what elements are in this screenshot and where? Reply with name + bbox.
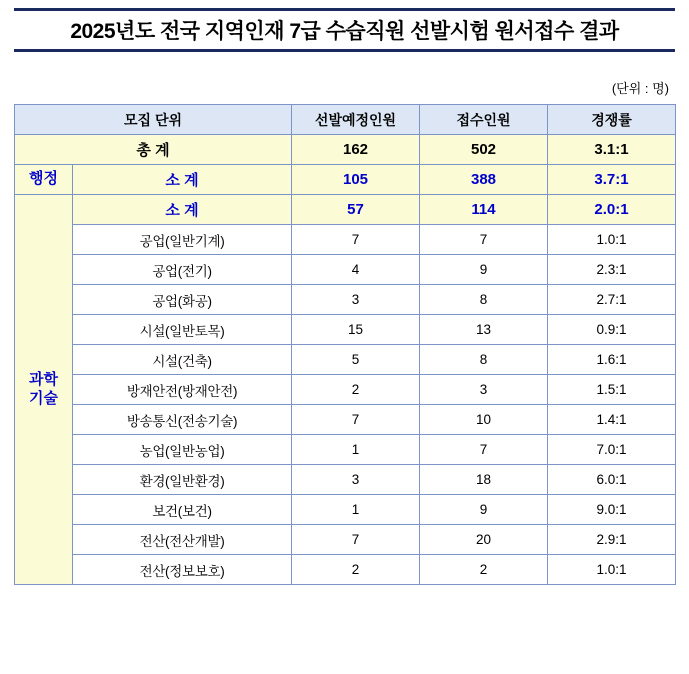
subtotal-plan-science: 57 <box>292 195 420 225</box>
table-row <box>15 285 676 315</box>
row-rate: 1.0:1 <box>548 225 676 255</box>
table-row <box>15 315 676 345</box>
total-plan: 162 <box>292 135 420 165</box>
row-unit: 보건(보건) <box>73 495 292 525</box>
row-applicants: 7 <box>420 225 548 255</box>
row-plan: 4 <box>292 255 420 285</box>
table-row <box>15 225 676 255</box>
row-applicants: 18 <box>420 465 548 495</box>
row-plan: 2 <box>292 555 420 585</box>
row-rate: 2.7:1 <box>548 285 676 315</box>
row-unit: 전산(전산개발) <box>73 525 292 555</box>
row-unit: 전산(정보보호) <box>73 555 292 585</box>
subtotal-label-science: 소 계 <box>73 195 292 225</box>
table-body <box>15 135 676 585</box>
row-rate: 2.3:1 <box>548 255 676 285</box>
row-unit: 농업(일반농업) <box>73 435 292 465</box>
subtotal-applicants-science: 114 <box>420 195 548 225</box>
group-label-science <box>15 195 73 585</box>
table-row-group-science-subtotal <box>15 195 676 225</box>
row-unit: 공업(전기) <box>73 255 292 285</box>
table-row <box>15 255 676 285</box>
row-unit: 방송통신(전송기술) <box>73 405 292 435</box>
table-row <box>15 435 676 465</box>
title-banner <box>14 8 675 52</box>
table-row <box>15 525 676 555</box>
row-rate: 1.0:1 <box>548 555 676 585</box>
subtotal-label-administration: 소 계 <box>73 165 292 195</box>
row-unit: 방재안전(방재안전) <box>73 375 292 405</box>
header-cell-plan: 선발예정인원 <box>292 105 420 135</box>
row-applicants: 2 <box>420 555 548 585</box>
table-row <box>15 465 676 495</box>
row-applicants: 7 <box>420 435 548 465</box>
row-applicants: 8 <box>420 345 548 375</box>
unit-note: (단위 : 명) <box>611 81 669 96</box>
row-rate: 1.5:1 <box>548 375 676 405</box>
row-plan: 1 <box>292 435 420 465</box>
row-plan: 3 <box>292 465 420 495</box>
header-cell-rate: 경쟁률 <box>548 105 676 135</box>
row-plan: 2 <box>292 375 420 405</box>
total-rate: 3.1:1 <box>548 135 676 165</box>
row-plan: 5 <box>292 345 420 375</box>
table-row <box>15 555 676 585</box>
row-applicants: 9 <box>420 255 548 285</box>
row-applicants: 8 <box>420 285 548 315</box>
row-applicants: 20 <box>420 525 548 555</box>
page-title: 2025년도 전국 지역인재 7급 수습직원 선발시험 원서접수 결과 <box>70 20 619 43</box>
row-applicants: 13 <box>420 315 548 345</box>
table-row <box>15 495 676 525</box>
table-row-total <box>15 135 676 165</box>
row-applicants: 3 <box>420 375 548 405</box>
subtotal-rate-administration: 3.7:1 <box>548 165 676 195</box>
row-unit: 공업(화공) <box>73 285 292 315</box>
subtotal-rate-science: 2.0:1 <box>548 195 676 225</box>
row-unit: 시설(건축) <box>73 345 292 375</box>
row-unit: 공업(일반기계) <box>73 225 292 255</box>
table-header-row <box>15 105 676 135</box>
row-rate: 9.0:1 <box>548 495 676 525</box>
table-row <box>15 345 676 375</box>
row-plan: 15 <box>292 315 420 345</box>
results-table <box>14 104 676 585</box>
table-row-group-administration-subtotal <box>15 165 676 195</box>
row-plan: 3 <box>292 285 420 315</box>
row-rate: 2.9:1 <box>548 525 676 555</box>
row-unit: 시설(일반토목) <box>73 315 292 345</box>
row-plan: 7 <box>292 525 420 555</box>
group-label-science-line2: 기술 <box>29 389 58 407</box>
row-rate: 6.0:1 <box>548 465 676 495</box>
group-label-science-line1: 과학 <box>29 370 58 388</box>
row-plan: 1 <box>292 495 420 525</box>
table-header <box>15 105 676 135</box>
row-plan: 7 <box>292 405 420 435</box>
group-label-administration: 행정 <box>15 165 73 195</box>
row-plan: 7 <box>292 225 420 255</box>
row-applicants: 9 <box>420 495 548 525</box>
total-label: 총 계 <box>15 135 292 165</box>
table-row <box>15 405 676 435</box>
total-applicants: 502 <box>420 135 548 165</box>
row-unit: 환경(일반환경) <box>73 465 292 495</box>
table-row <box>15 375 676 405</box>
row-applicants: 10 <box>420 405 548 435</box>
row-rate: 7.0:1 <box>548 435 676 465</box>
subtotal-applicants-administration: 388 <box>420 165 548 195</box>
row-rate: 1.4:1 <box>548 405 676 435</box>
row-rate: 1.6:1 <box>548 345 676 375</box>
header-cell-applicants: 접수인원 <box>420 105 548 135</box>
header-cell-unit: 모집 단위 <box>15 105 292 135</box>
results-table-wrapper <box>14 104 675 585</box>
subtotal-plan-administration: 105 <box>292 165 420 195</box>
row-rate: 0.9:1 <box>548 315 676 345</box>
